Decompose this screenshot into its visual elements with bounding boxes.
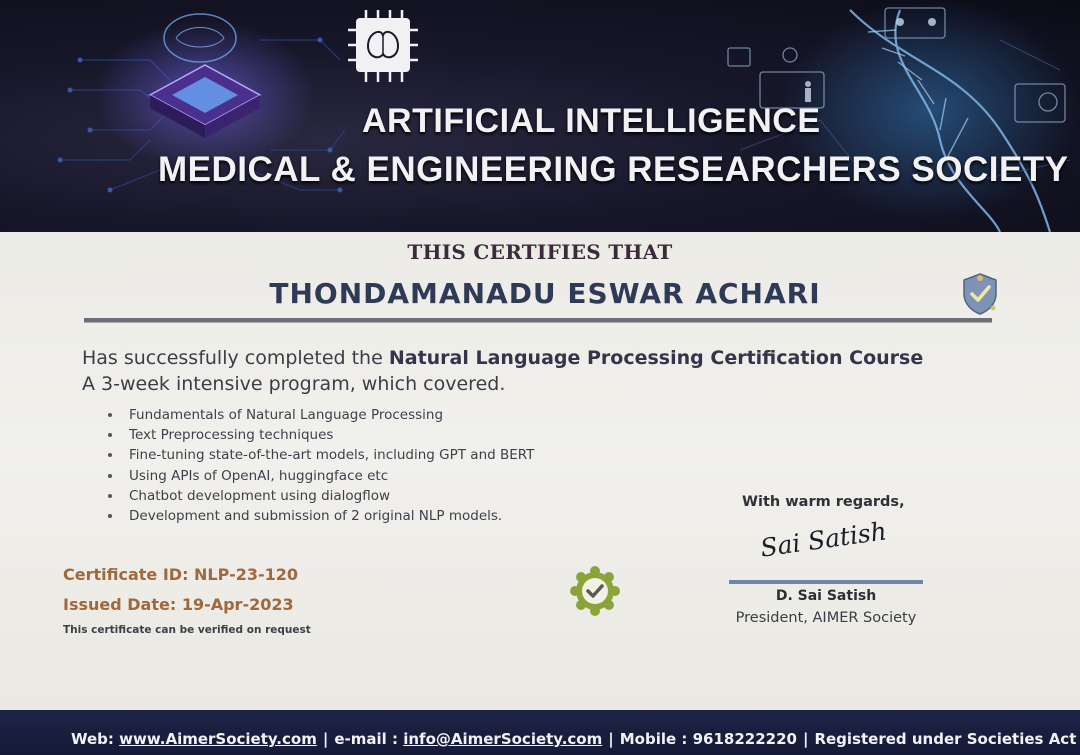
registration-note: Registered under Societies Act xyxy=(814,730,1077,748)
handwritten-signature: Sai Satish xyxy=(758,516,889,563)
list-item: Development and submission of 2 original NLP models. xyxy=(107,506,534,526)
mobile-number: Mobile : 9618222220 xyxy=(619,730,797,748)
completion-statement xyxy=(82,347,923,369)
society-title-line2: MEDICAL & ENGINEERING RESEARCHERS SOCIETY xyxy=(158,150,1069,189)
list-item: Chatbot development using dialogflow xyxy=(107,486,534,506)
separator: | xyxy=(322,730,329,748)
closing-text: With warm regards, xyxy=(742,494,905,510)
signature-line xyxy=(729,580,923,584)
brain-chip-icon xyxy=(348,10,418,82)
topics-list xyxy=(107,405,534,526)
email-link[interactable]: info@AimerSociety.com xyxy=(403,730,603,748)
verified-seal-icon xyxy=(570,566,620,616)
header-banner xyxy=(0,0,1080,232)
recipient-name: THONDAMANADU ESWAR ACHARI xyxy=(269,277,821,310)
certificate-id: Certificate ID: NLP-23-120 xyxy=(63,565,299,584)
signer-title: President, AIMER Society xyxy=(735,610,917,626)
verification-note: This certificate can be verified on request xyxy=(63,624,311,636)
signer-name: D. Sai Satish xyxy=(775,588,877,604)
certifies-heading: THIS CERTIFIES THAT xyxy=(407,240,673,264)
contact-footer xyxy=(0,710,1080,755)
society-title-line1: ARTIFICIAL INTELLIGENCE xyxy=(362,102,821,140)
web-label: Web: xyxy=(71,730,120,748)
name-underline-divider xyxy=(84,318,992,323)
list-item: Fine-tuning state-of-the-art models, including GPT and BERT xyxy=(107,445,534,465)
course-name: Natural Language Processing Certification Course xyxy=(388,347,924,369)
website-link[interactable]: www.AimerSociety.com xyxy=(119,730,317,748)
separator: | xyxy=(802,730,809,748)
shield-check-icon xyxy=(960,270,1000,316)
email-label: e-mail : xyxy=(334,730,404,748)
list-item: Fundamentals of Natural Language Processing xyxy=(107,405,534,425)
issued-date: Issued Date: 19-Apr-2023 xyxy=(63,595,294,614)
list-item: Text Preprocessing techniques xyxy=(107,425,534,445)
separator: | xyxy=(608,730,614,748)
program-description: A 3-week intensive program, which covered. xyxy=(82,373,506,395)
intro-prefix: Has successfully completed the xyxy=(82,347,389,369)
list-item: Using APIs of OpenAI, huggingface etc xyxy=(107,466,534,486)
